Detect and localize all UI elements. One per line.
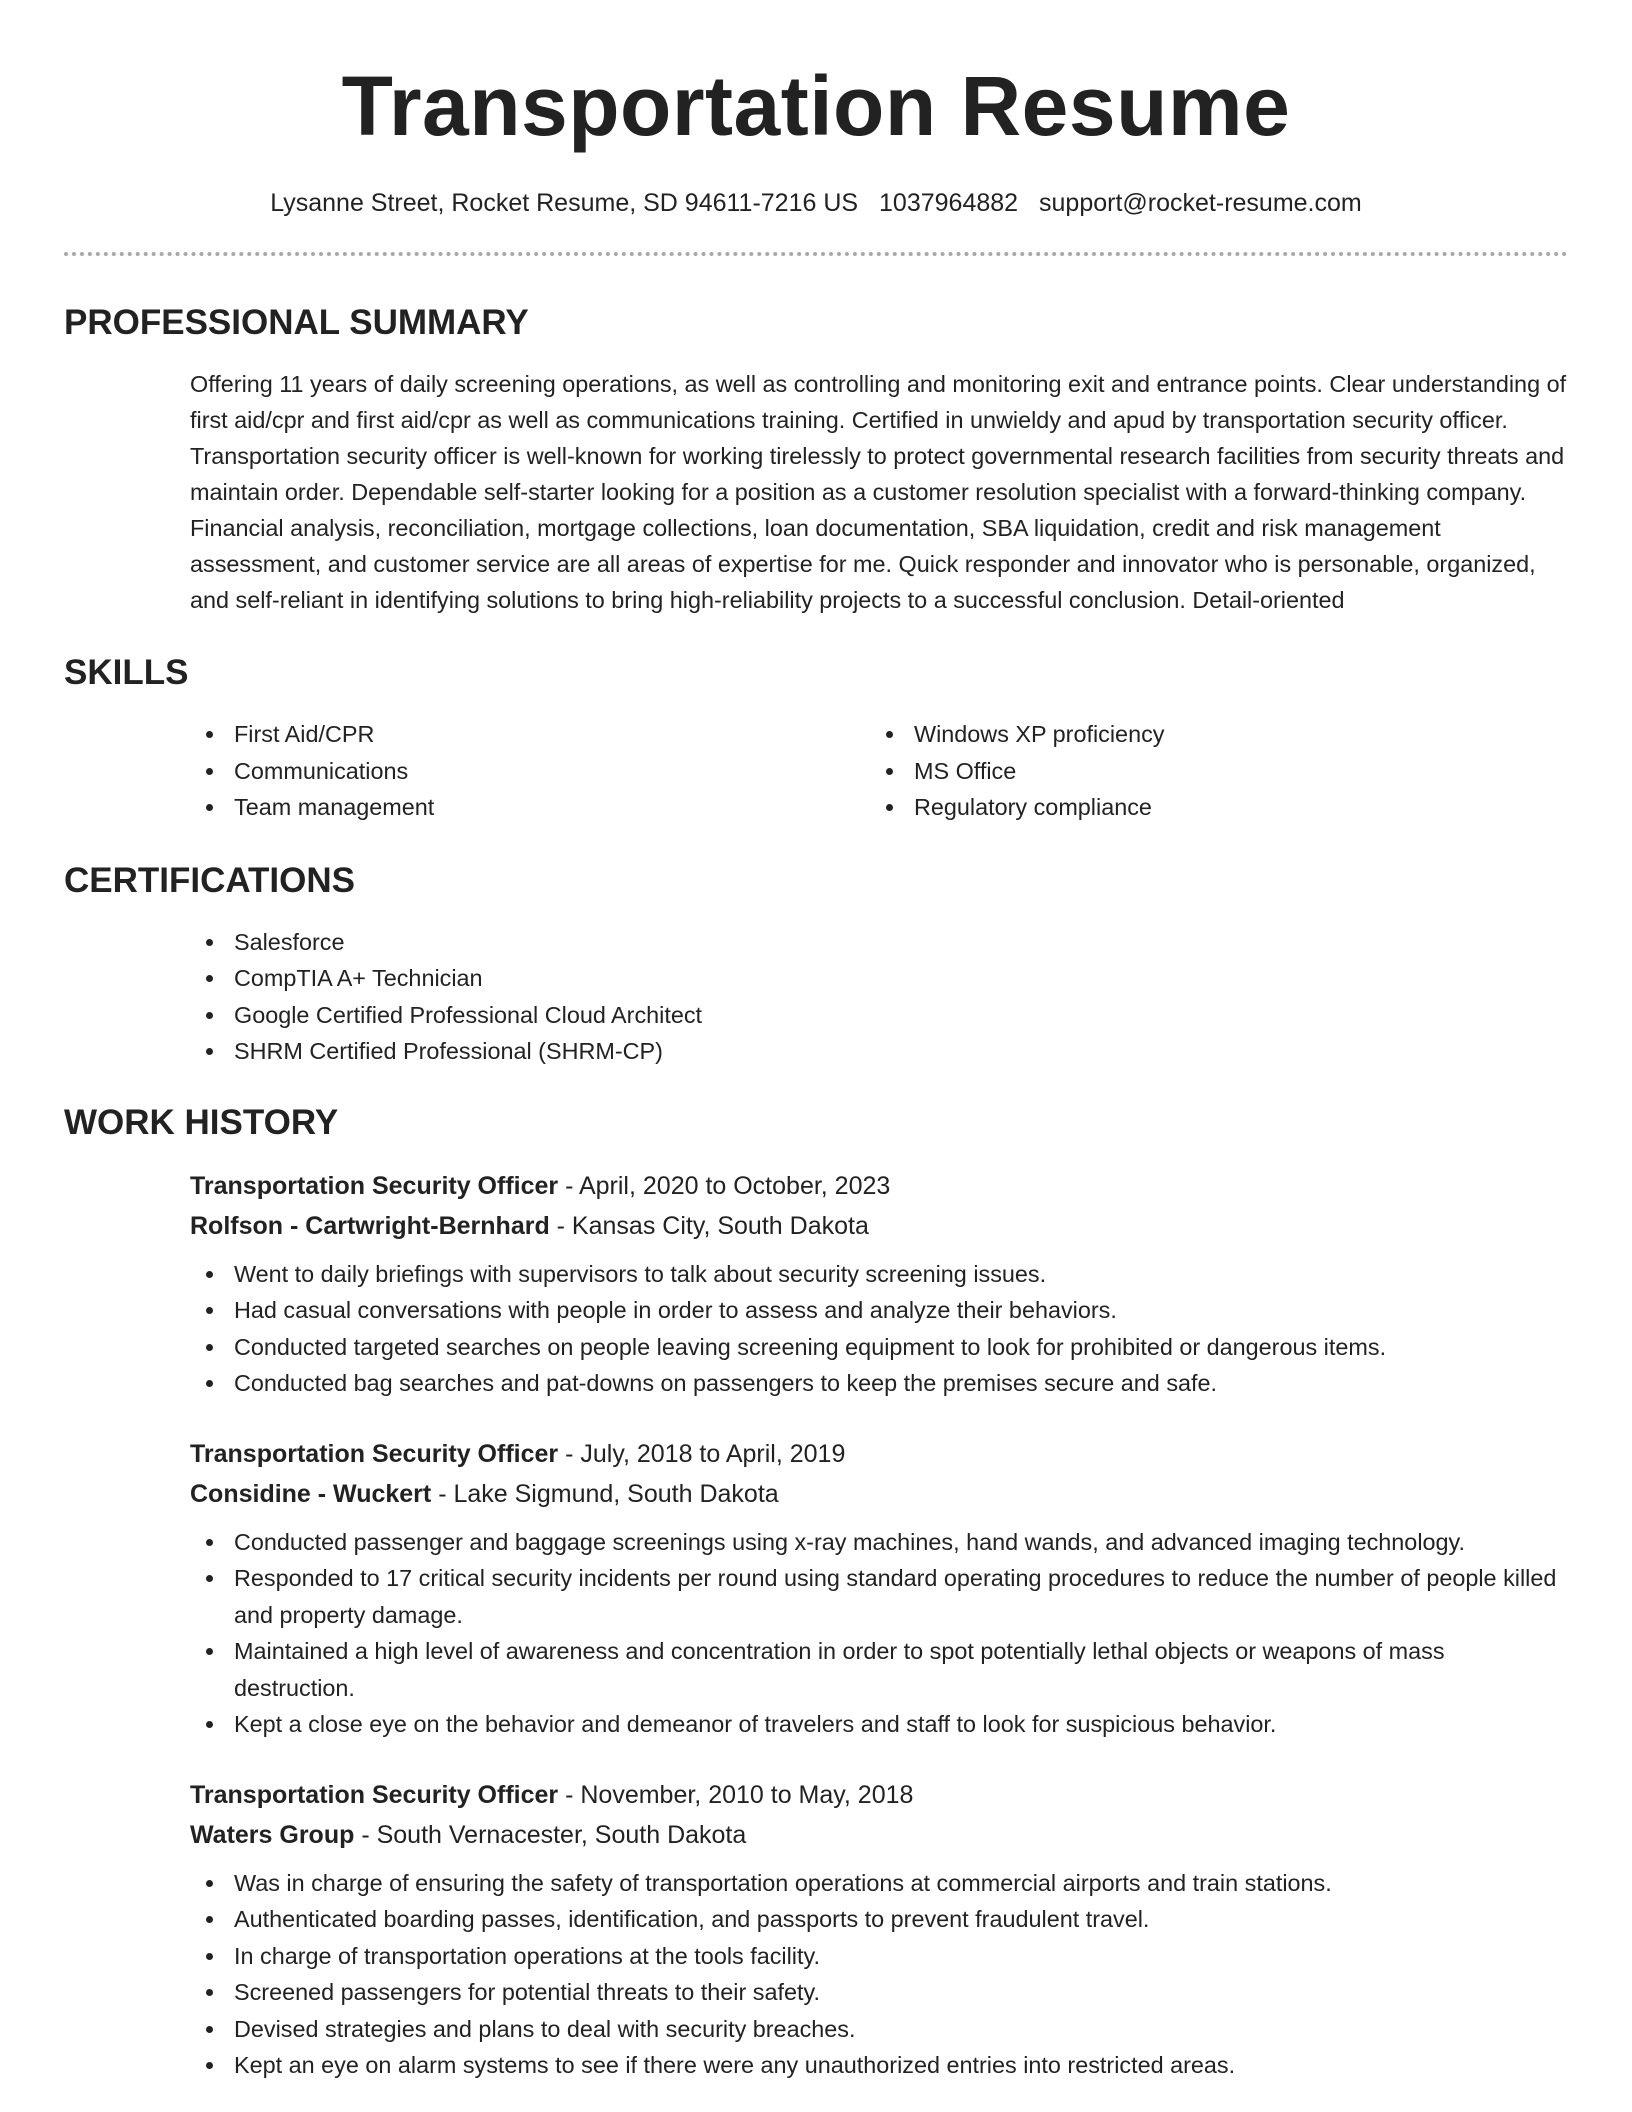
certification-item: SHRM Certified Professional (SHRM-CP): [190, 1033, 1568, 1070]
summary-section: [64, 302, 1568, 618]
skill-item: Regulatory compliance: [870, 789, 1550, 826]
job-title-line: [190, 1434, 1568, 1474]
job-entry: [190, 1166, 1568, 1402]
job-dates: - November, 2010 to May, 2018: [558, 1780, 914, 1809]
job-company-line: [190, 1474, 1568, 1514]
job-title-line: [190, 1166, 1568, 1206]
certification-item: CompTIA A+ Technician: [190, 960, 1568, 997]
job-title: Transportation Security Officer: [190, 1171, 559, 1200]
skills-grid: [190, 716, 1568, 826]
job-bullet: Authenticated boarding passes, identification, and passports to prevent fraudulent travel.: [190, 1901, 1568, 1938]
work-history-heading: WORK HISTORY: [64, 1102, 339, 1142]
work-history-section: [64, 1102, 1568, 2084]
job-location: - Kansas City, South Dakota: [549, 1211, 869, 1240]
resume-title: Transportation Resume: [341, 59, 1291, 153]
job-bullet: Was in charge of ensuring the safety of transportation operations at commercial airports and train stations.: [190, 1865, 1568, 1902]
job-title: Transportation Security Officer: [190, 1780, 559, 1809]
skill-item: Windows XP proficiency: [870, 716, 1550, 753]
certifications-list: [190, 924, 1568, 1070]
job-dates: - July, 2018 to April, 2019: [558, 1439, 846, 1468]
job-entry: [190, 1434, 1568, 1743]
job-bullet: Screened passengers for potential threats to their safety.: [190, 1974, 1568, 2011]
contact-address: Lysanne Street, Rocket Resume, SD 94611-7216 US: [270, 189, 859, 217]
job-bullet: Kept an eye on alarm systems to see if there were any unauthorized entries into restricted areas.: [190, 2047, 1568, 2084]
job-bullet: Maintained a high level of awareness and concentration in order to spot potentially lethal objects or weapons of mass destruction.: [190, 1633, 1568, 1706]
job-bullets: [190, 1865, 1568, 2084]
job-bullet: Responded to 17 critical security incidents per round using standard operating procedures to reduce the number of people killed and property damage.: [190, 1560, 1568, 1633]
skill-item: MS Office: [870, 753, 1550, 790]
job-company-line: [190, 1815, 1568, 1855]
job-bullet: Conducted passenger and baggage screenings using x-ray machines, hand wands, and advanced imaging technology.: [190, 1524, 1568, 1561]
skills-section: [64, 652, 1568, 826]
job-entry: [190, 1775, 1568, 2084]
job-bullets: [190, 1524, 1568, 1743]
job-title-line: [190, 1775, 1568, 1815]
skill-item: Team management: [190, 789, 870, 826]
job-company: Considine - Wuckert: [190, 1479, 432, 1508]
job-bullet: Went to daily briefings with supervisors to talk about security screening issues.: [190, 1256, 1568, 1293]
summary-text: Offering 11 years of daily screening operations, as well as controlling and monitoring exit and entrance points. Clear understanding of first aid/cpr and first aid/cpr as well as communications training. Certified in unwieldy and apud by transportation security officer. Transportation security officer is well-known for working tirelessly to protect governmental research facilities from security threats and maintain order. Dependable self-starter looking for a position as a customer resolution specialist with a forward-thinking company. Financial analysis, reconciliation, mortgage collections, loan documentation, SBA liquidation, credit and risk management assessment, and customer service are all areas of expertise for me. Quick responder and innovator who is personable, organized, and self-reliant in identifying solutions to bring high-reliability projects to a successful conclusion. Detail-oriented: [190, 371, 1567, 613]
certification-item: Salesforce: [190, 924, 1568, 961]
job-bullets: [190, 1256, 1568, 1402]
job-company-line: [190, 1206, 1568, 1246]
header-divider: [64, 252, 1568, 256]
job-location: - Lake Sigmund, South Dakota: [431, 1479, 779, 1508]
certifications-heading: CERTIFICATIONS: [64, 860, 356, 900]
summary-heading: PROFESSIONAL SUMMARY: [64, 303, 529, 342]
job-bullet: Had casual conversations with people in order to assess and analyze their behaviors.: [190, 1292, 1568, 1329]
job-bullet: In charge of transportation operations at the tools facility.: [190, 1938, 1568, 1975]
contact-line: [64, 188, 1568, 218]
job-location: - South Vernacester, South Dakota: [354, 1820, 747, 1849]
job-bullet: Conducted targeted searches on people leaving screening equipment to look for prohibited or dangerous items.: [190, 1329, 1568, 1366]
certifications-section: [64, 860, 1568, 1070]
skill-item: First Aid/CPR: [190, 716, 870, 753]
skills-column-left: [190, 716, 870, 826]
certification-item: Google Certified Professional Cloud Architect: [190, 997, 1568, 1034]
contact-email: support@rocket-resume.com: [1039, 189, 1362, 217]
job-title: Transportation Security Officer: [190, 1439, 559, 1468]
skill-item: Communications: [190, 753, 870, 790]
job-dates: - April, 2020 to October, 2023: [558, 1171, 891, 1200]
skills-heading: SKILLS: [64, 653, 189, 692]
job-bullet: Conducted bag searches and pat-downs on passengers to keep the premises secure and safe.: [190, 1365, 1568, 1402]
job-company: Rolfson - Cartwright-Bernhard: [190, 1211, 550, 1240]
contact-phone: 1037964882: [879, 189, 1019, 217]
skills-column-right: [870, 716, 1550, 826]
job-bullet: Kept a close eye on the behavior and demeanor of travelers and staff to look for suspicious behavior.: [190, 1706, 1568, 1743]
job-company: Waters Group: [190, 1820, 355, 1849]
job-bullet: Devised strategies and plans to deal with security breaches.: [190, 2011, 1568, 2048]
